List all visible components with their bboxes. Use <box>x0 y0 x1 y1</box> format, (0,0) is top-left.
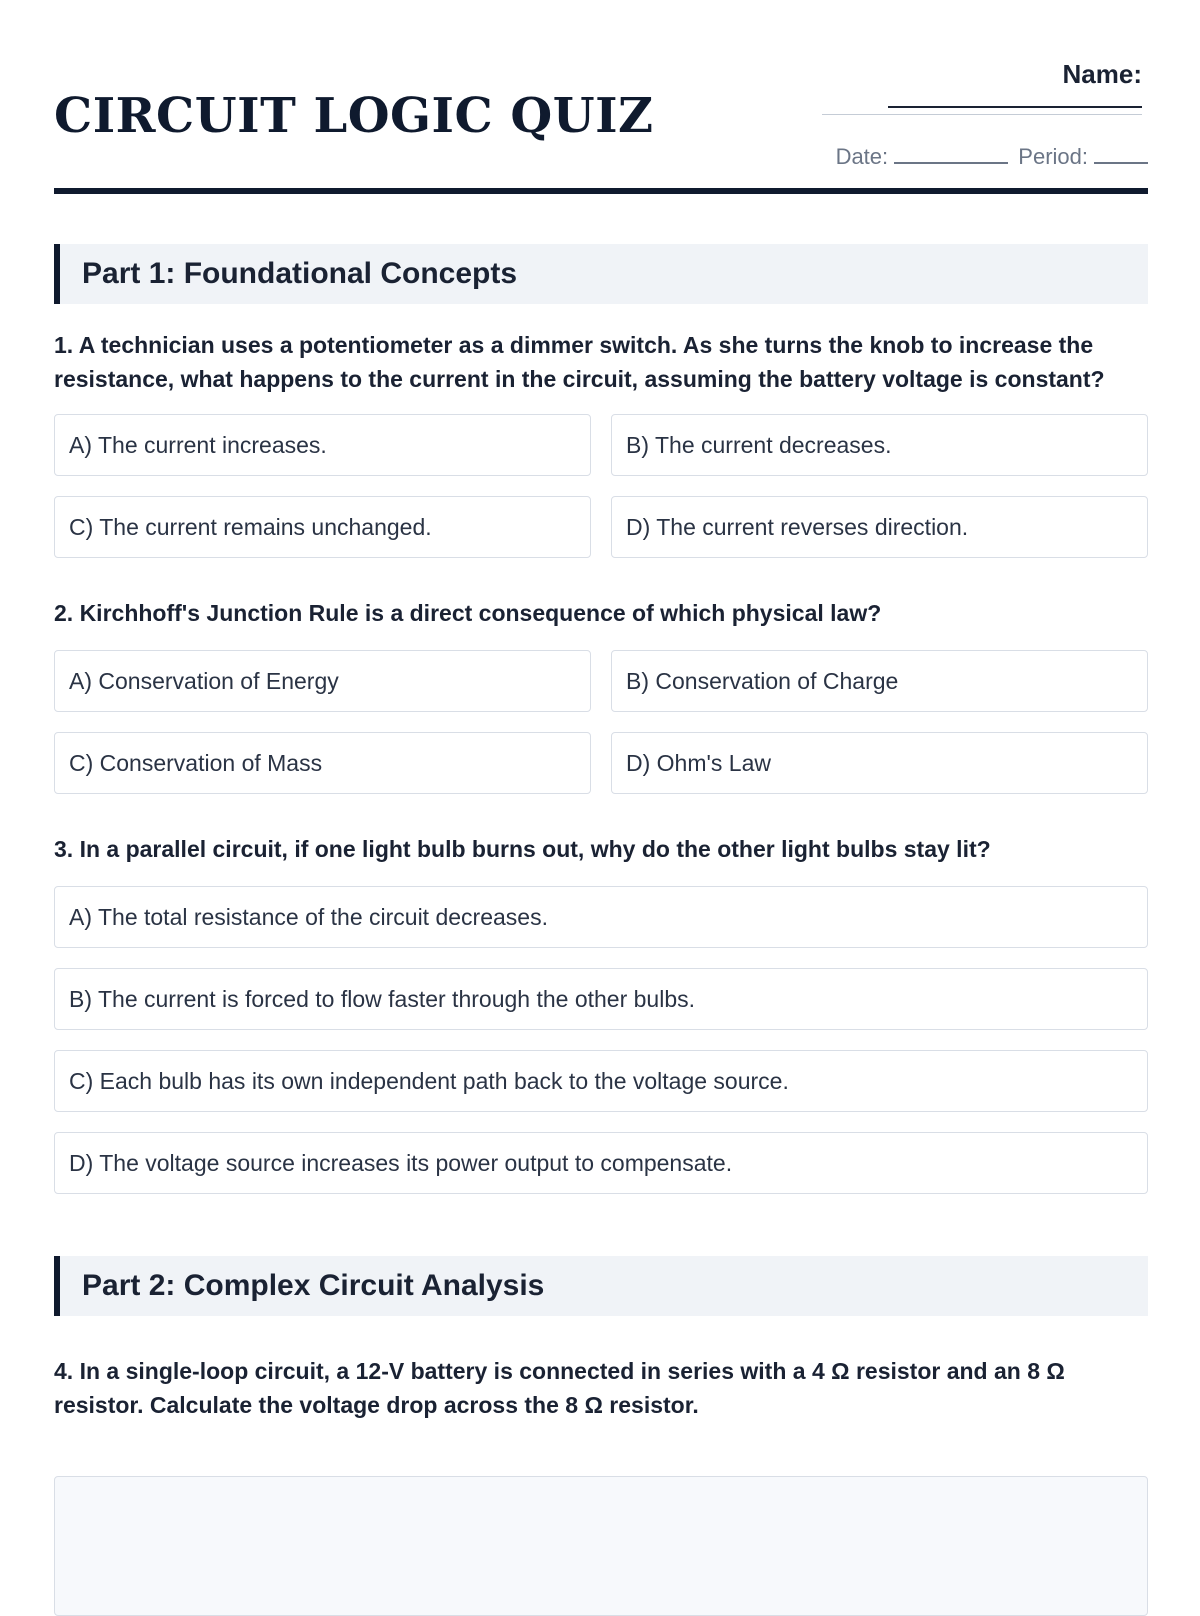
q3-option-c[interactable]: C) Each bulb has its own independent path back to the voltage source. <box>54 1050 1148 1112</box>
name-label: Name: <box>1062 59 1142 89</box>
section-title: Part 1: Foundational Concepts <box>82 257 518 290</box>
name-field[interactable] <box>888 106 1142 108</box>
name-divider <box>822 114 1142 115</box>
period-field[interactable] <box>1094 161 1148 164</box>
question-4: 4. In a single-loop circuit, a 12-V battery is connected in series with a 4 Ω resistor and an 8 Ω resistor. Calculate the voltage drop across the 8 Ω resistor. <box>54 1358 1065 1418</box>
q1-option-c[interactable]: C) The current remains unchanged. <box>54 496 591 558</box>
name-block <box>822 58 1142 115</box>
q2-option-b[interactable]: B) Conservation of Charge <box>611 650 1148 712</box>
page-title: CIRCUIT LOGIC QUIZ <box>54 88 654 144</box>
date-label: Date: <box>835 144 889 169</box>
period-label: Period: <box>1018 144 1088 169</box>
q3-option-a[interactable]: A) The total resistance of the circuit decreases. <box>54 886 1148 948</box>
q1-option-d[interactable]: D) The current reverses direction. <box>611 496 1148 558</box>
q2-option-d[interactable]: D) Ohm's Law <box>611 732 1148 794</box>
q3-option-d[interactable]: D) The voltage source increases its power output to compensate. <box>54 1132 1148 1194</box>
date-period-row <box>836 144 1148 170</box>
q2-option-a[interactable]: A) Conservation of Energy <box>54 650 591 712</box>
question-2: 2. Kirchhoff's Junction Rule is a direct consequence of which physical law? <box>54 600 882 626</box>
answer-box[interactable] <box>54 1476 1148 1616</box>
section-title: Part 2: Complex Circuit Analysis <box>82 1269 545 1302</box>
question-1: 1. A technician uses a potentiometer as a dimmer switch. As she turns the knob to increase the resistance, what happens to the current in the circuit, assuming the battery voltage is constant? <box>54 332 1105 392</box>
date-field[interactable] <box>894 161 1008 164</box>
q2-option-c[interactable]: C) Conservation of Mass <box>54 732 591 794</box>
q1-option-a[interactable]: A) The current increases. <box>54 414 591 476</box>
q1-option-b[interactable]: B) The current decreases. <box>611 414 1148 476</box>
header-rule <box>54 188 1148 194</box>
question-3: 3. In a parallel circuit, if one light bulb burns out, why do the other light bulbs stay lit? <box>54 836 991 862</box>
section-heading-part-2 <box>54 1256 1148 1316</box>
section-heading-part-1 <box>54 244 1148 304</box>
q3-option-b[interactable]: B) The current is forced to flow faster through the other bulbs. <box>54 968 1148 1030</box>
